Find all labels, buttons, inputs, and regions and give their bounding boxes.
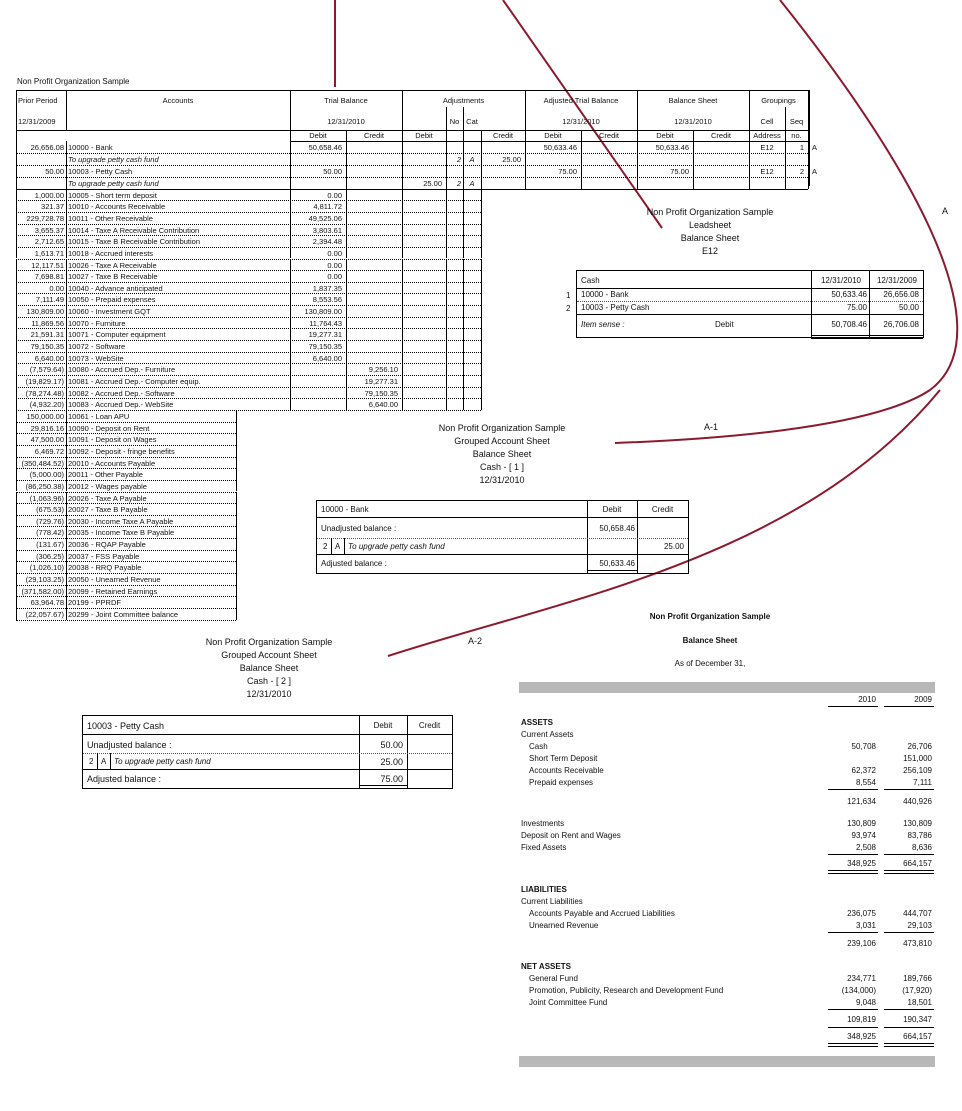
leadsheet-row-account: 10000 - Bank bbox=[581, 290, 629, 299]
account-name: 10000 - Bank bbox=[68, 143, 113, 152]
bs-line-value: 444,707 bbox=[903, 909, 932, 918]
bs-line-label: Prepaid expenses bbox=[529, 778, 594, 787]
account-name: 20026 - Taxe A Payable bbox=[68, 493, 147, 503]
tb-debit: 4,811.72 bbox=[313, 202, 342, 212]
prior-value: (5,000.00) bbox=[29, 470, 64, 480]
leadsheet-date-1: 12/31/2010 bbox=[820, 276, 862, 285]
prior-value: 150,000.00 bbox=[26, 411, 64, 421]
credit-header: Credit bbox=[363, 131, 384, 140]
grouped2-title-line-3: Balance Sheet bbox=[239, 663, 299, 673]
prior-value: 7,698.81 bbox=[34, 272, 64, 282]
tb-debit: 130,809.00 bbox=[304, 307, 342, 317]
account-name: 10005 - Short term deposit bbox=[68, 190, 157, 200]
account-name: 20299 - Joint Committee balance bbox=[68, 610, 179, 619]
adj-no-header: No bbox=[449, 117, 460, 126]
tb-debit: 49,525.06 bbox=[308, 213, 342, 223]
account-name: 20038 - RRQ Payable bbox=[68, 563, 142, 573]
account-name: 10010 - Accounts Receivable bbox=[68, 202, 166, 212]
grouped2-adj-debit: 25.00 bbox=[380, 757, 403, 767]
bs-line-value: 18,501 bbox=[907, 998, 932, 1007]
adj-cat-header: Cat bbox=[466, 117, 478, 126]
tb-debit: 0.00 bbox=[327, 190, 342, 200]
account-name: 20037 - FSS Payable bbox=[68, 551, 140, 561]
grouped1-title-line-5: 12/31/2010 bbox=[479, 475, 525, 485]
grouped2-adj-desc: To upgrade petty cash fund bbox=[114, 757, 211, 766]
cell-address: E12 bbox=[760, 166, 774, 176]
prior-value: (29,103.25) bbox=[25, 575, 64, 585]
credit-header: Credit bbox=[598, 131, 619, 140]
adjusted-tb-header: Adjusted Trial Balance bbox=[543, 96, 619, 105]
prior-value: (78,274.48) bbox=[25, 388, 64, 398]
account-name: 10080 - Accrued Dep.- Furniture bbox=[68, 365, 176, 375]
account-name: 10060 - Investment GQT bbox=[68, 307, 151, 317]
grouped2-table bbox=[82, 715, 453, 789]
leadsheet-date-2: 12/31/2009 bbox=[876, 276, 918, 285]
account-name: 10026 - Taxe A Receivable bbox=[68, 260, 157, 270]
tb-debit: 50,658.46 bbox=[308, 143, 342, 152]
grouped2-title bbox=[179, 636, 359, 701]
trial-date-header: 12/31/2010 bbox=[327, 117, 365, 126]
leadsheet-corner-label: A bbox=[942, 206, 949, 216]
account-name: To upgrade petty cash fund bbox=[68, 154, 159, 164]
prior-value: (729.76) bbox=[36, 516, 64, 526]
account-name: 20035 - Income Taxe B Payable bbox=[68, 528, 175, 538]
grouped2-adjusted-value: 75.00 bbox=[380, 774, 403, 784]
prior-date-header: 12/31/2009 bbox=[18, 117, 56, 126]
adjusted-date-header: 12/31/2010 bbox=[562, 117, 600, 126]
account-name: 10070 - Furniture bbox=[68, 318, 126, 328]
grouped1-title-line-4: Cash - [ 1 ] bbox=[479, 462, 524, 472]
address-header: Address bbox=[753, 131, 781, 140]
grouped2-title-line-4: Cash - [ 2 ] bbox=[246, 676, 291, 686]
bs-line-label: Promotion, Publicity, Research and Development Fund bbox=[529, 986, 724, 995]
tb-debit: 0.00 bbox=[327, 248, 342, 258]
debit-header: Debit bbox=[656, 131, 674, 140]
account-name: 10073 - WebSite bbox=[68, 353, 124, 363]
grouped1-credit-header: Credit bbox=[651, 505, 674, 514]
bs-total: 664,157 bbox=[903, 859, 932, 868]
account-name: 10081 - Accrued Dep.- Computer equip. bbox=[68, 377, 201, 386]
prior-value: (1,063.96) bbox=[29, 493, 64, 503]
seq-no: 1 bbox=[799, 143, 804, 152]
assets-heading: ASSETS bbox=[521, 718, 554, 727]
tb-debit: 0.00 bbox=[327, 260, 342, 270]
bs-line-value: 151,000 bbox=[903, 754, 932, 763]
account-name: 20011 - Other Payable bbox=[68, 470, 143, 480]
debit-header: Debit bbox=[544, 131, 562, 140]
account-name: 10091 - Deposit on Wages bbox=[68, 435, 157, 445]
prior-value: (19,829.17) bbox=[25, 377, 64, 386]
account-name: 20012 - Wages payable bbox=[68, 481, 147, 491]
bs-subtotal: 190,347 bbox=[903, 1015, 932, 1024]
tb-debit: 50.00 bbox=[323, 166, 342, 176]
grouped1-title-line-2: Grouped Account Sheet bbox=[454, 436, 550, 446]
seq-no: 2 bbox=[799, 166, 804, 176]
leadsheet-row-value: 26,656.08 bbox=[883, 290, 919, 299]
account-name: 10090 - Deposit on Rent bbox=[68, 423, 150, 433]
prior-value: (1,026.10) bbox=[29, 563, 64, 573]
prior-value: 21,591.31 bbox=[30, 330, 64, 340]
account-name: To upgrade petty cash fund bbox=[68, 178, 159, 188]
account-name: 10003 - Petty Cash bbox=[68, 166, 133, 176]
grouped1-adj-no: 2 bbox=[323, 542, 328, 551]
bs-line-label: Fixed Assets bbox=[521, 843, 567, 852]
leadsheet-seq: 1 bbox=[566, 291, 571, 300]
prior-value: (131.67) bbox=[36, 540, 64, 550]
prior-value: 12,117.51 bbox=[31, 260, 64, 270]
bs-line-value: 50,708 bbox=[851, 742, 876, 751]
bs-subtotal: 440,926 bbox=[903, 797, 932, 806]
account-name: 20036 - RQAP Payable bbox=[68, 540, 146, 550]
account-name: 20030 - Income Taxe A Payable bbox=[68, 516, 174, 526]
bs-line-value: 236,075 bbox=[847, 909, 876, 918]
cell-address: E12 bbox=[760, 143, 774, 152]
flag: A bbox=[812, 166, 818, 176]
adj-no: 2 bbox=[456, 178, 461, 188]
bs-line-value: 2,508 bbox=[855, 843, 876, 852]
bs-debit: 75.00 bbox=[670, 166, 689, 176]
bs-line-value: 8,554 bbox=[855, 778, 876, 787]
prior-value: 11,869.56 bbox=[31, 318, 64, 328]
grouped2-ref: A-2 bbox=[468, 636, 483, 646]
grouped1-adj-credit: 25.00 bbox=[663, 542, 684, 551]
bs-title: Non Profit Organization Sample bbox=[649, 612, 771, 621]
bs-line-label: Unearned Revenue bbox=[529, 921, 599, 930]
account-name: 10072 - Software bbox=[68, 342, 126, 352]
tb-credit: 19,277.31 bbox=[364, 377, 398, 386]
bs-subtotal: 109,819 bbox=[847, 1015, 876, 1024]
bs-line-value: 189,766 bbox=[903, 974, 932, 983]
grouped1-adj-desc: To upgrade petty cash fund bbox=[348, 542, 445, 551]
leadsheet-total-value: 26,706.08 bbox=[883, 320, 919, 329]
grouped1-unadjusted-value: 50,658.46 bbox=[599, 524, 635, 533]
tb-credit: 79,150.35 bbox=[364, 388, 398, 398]
leadsheet-total-label: Item sense : bbox=[581, 320, 625, 329]
bs-line-label: Accounts Receivable bbox=[529, 766, 604, 775]
leadsheet-total-sense: Debit bbox=[715, 320, 734, 329]
prior-value: 6,469.72 bbox=[34, 446, 64, 456]
bs-line-value: 29,103 bbox=[907, 921, 932, 930]
prior-value: 7,111.49 bbox=[35, 295, 64, 305]
account-name: 20099 - Retained Earnings bbox=[68, 586, 158, 596]
bs-line-value: 7,111 bbox=[913, 778, 932, 787]
bs-line-value: 9,048 bbox=[855, 998, 876, 1007]
grouped2-title-line-5: 12/31/2010 bbox=[246, 689, 292, 699]
grouped1-adjusted-label: Adjusted balance : bbox=[321, 559, 387, 568]
credit-header: Credit bbox=[492, 131, 513, 140]
prior-value: (7,579.64) bbox=[29, 365, 64, 375]
grouped1-table bbox=[316, 500, 689, 574]
grouped2-adjusted-label: Adjusted balance : bbox=[87, 774, 162, 784]
grouped2-title-line-1: Non Profit Organization Sample bbox=[205, 637, 333, 647]
prior-value: 63,964.78 bbox=[30, 598, 64, 608]
leadsheet-total-value: 50,708.46 bbox=[831, 320, 867, 329]
balance-sheet-header: Balance Sheet bbox=[668, 96, 718, 105]
year-header: 2010 bbox=[858, 695, 876, 704]
account-name: 20199 - PPRDF bbox=[68, 598, 121, 608]
grouped1-title bbox=[412, 422, 592, 487]
prior-value: 229,728.78 bbox=[26, 213, 64, 223]
prior-value: (306.25) bbox=[36, 551, 64, 561]
worksheet-title: Non Profit Organization Sample bbox=[17, 77, 130, 86]
bs-line-label: Short Term Deposit bbox=[529, 754, 598, 763]
tb-debit: 8,553.56 bbox=[312, 295, 342, 305]
prior-value: 1,000.00 bbox=[34, 190, 64, 200]
grouped2-unadjusted-value: 50.00 bbox=[380, 740, 403, 750]
account-name: 10071 - Computer equipment bbox=[68, 330, 166, 340]
debit-header: Debit bbox=[415, 131, 433, 140]
seq-no-header: no. bbox=[791, 131, 802, 140]
balance-date-header: 12/31/2010 bbox=[674, 117, 712, 126]
grouped2-adj-cat: A bbox=[101, 757, 107, 766]
debit-header: Debit bbox=[309, 131, 327, 140]
account-name: 20010 - Accounts Payable bbox=[68, 458, 156, 468]
bs-bottom-band bbox=[519, 1056, 935, 1067]
grouped1-title-line-3: Balance Sheet bbox=[472, 449, 532, 459]
grouped1-title-line-1: Non Profit Organization Sample bbox=[438, 423, 566, 433]
account-name: 10050 - Prepaid expenses bbox=[68, 295, 156, 305]
tb-debit: 11,764.43 bbox=[309, 318, 342, 328]
tb-debit: 19,277.31 bbox=[308, 330, 342, 340]
bs-line-value: 130,809 bbox=[903, 819, 932, 828]
tb-debit: 3,803.61 bbox=[312, 225, 342, 235]
prior-value: (371,582.00) bbox=[21, 586, 64, 596]
bs-grand-total: 348,925 bbox=[847, 1032, 876, 1041]
adj-cat: A bbox=[469, 178, 475, 188]
prior-value: 6,640.00 bbox=[34, 353, 64, 363]
account-name: 20027 - Taxe B Payable bbox=[68, 505, 148, 515]
account-name: 10040 - Advance anticipated bbox=[68, 283, 163, 293]
tb-debit: 6,640.00 bbox=[312, 353, 342, 363]
bs-top-band bbox=[519, 682, 935, 693]
year-header: 2009 bbox=[914, 695, 932, 704]
bs-line-value: 83,786 bbox=[907, 831, 932, 840]
prior-value: (778.42) bbox=[36, 528, 64, 538]
grouped2-credit-header: Credit bbox=[418, 721, 441, 730]
bs-line-value: 234,771 bbox=[847, 974, 876, 983]
tb-debit: 79,150.35 bbox=[308, 342, 342, 352]
grouped1-unadjusted-label: Unadjusted balance : bbox=[321, 524, 397, 533]
bs-line-value: 26,706 bbox=[907, 742, 932, 751]
prior-value: 3,655.37 bbox=[34, 225, 64, 235]
account-name: 10083 - Accrued Dep.- WebSite bbox=[68, 400, 174, 410]
trial-balance-header: Trial Balance bbox=[324, 96, 368, 105]
grouped2-debit-header: Debit bbox=[373, 721, 393, 730]
leadsheet-row-value: 50,633.46 bbox=[831, 290, 867, 299]
leadsheet-row-value: 75.00 bbox=[846, 303, 867, 312]
adj-credit: 25.00 bbox=[502, 154, 521, 164]
flag: A bbox=[812, 143, 818, 152]
bs-subtotal: 473,810 bbox=[903, 939, 932, 948]
bs-line-value: 93,974 bbox=[851, 831, 876, 840]
bs-as-of: As of December 31, bbox=[674, 659, 746, 668]
grouped1-adjusted-value: 50,633.46 bbox=[599, 559, 635, 568]
bs-grand-total: 664,157 bbox=[903, 1032, 932, 1041]
bs-line-label: Joint Committee Fund bbox=[529, 998, 608, 1007]
grouped1-adj-cat: A bbox=[335, 542, 341, 551]
bs-line-value: 62,372 bbox=[851, 766, 876, 775]
grouped2-unadjusted-label: Unadjusted balance : bbox=[87, 740, 172, 750]
bs-line-value: 256,109 bbox=[903, 766, 932, 775]
tb-credit: 6,640.00 bbox=[368, 400, 398, 410]
prior-value: 29,816.16 bbox=[30, 423, 64, 433]
grouped2-adj-no: 2 bbox=[89, 757, 94, 766]
prior-value: 26,656.08 bbox=[30, 143, 64, 152]
prior-value: (4,932.20) bbox=[29, 400, 64, 410]
account-name: 10018 - Accrued interests bbox=[68, 248, 154, 258]
prior-value: 50.00 bbox=[45, 166, 64, 176]
leadsheet-row-account: 10003 - Petty Cash bbox=[581, 303, 650, 312]
bs-subtotal: 239,106 bbox=[847, 939, 876, 948]
leadsheet-seq: 2 bbox=[566, 304, 571, 313]
accounts-header: Accounts bbox=[162, 96, 194, 105]
liabilities-heading: LIABILITIES bbox=[521, 885, 567, 894]
leadsheet-row-value: 50.00 bbox=[898, 303, 919, 312]
bs-subtotal: 121,634 bbox=[847, 797, 876, 806]
current-assets-heading: Current Assets bbox=[521, 730, 574, 739]
bs-line-label: General Fund bbox=[529, 974, 578, 983]
bs-line-label: Deposit on Rent and Wages bbox=[521, 831, 621, 840]
prior-value: 47,500.00 bbox=[30, 435, 64, 445]
bs-line-label: Cash bbox=[529, 742, 548, 751]
bs-line-value: (17,920) bbox=[902, 986, 932, 995]
bs-line-label: Investments bbox=[521, 819, 565, 828]
leadsheet-title-line-4: E12 bbox=[701, 246, 718, 256]
bs-total: 348,925 bbox=[847, 859, 876, 868]
cell-header: Cell bbox=[760, 117, 774, 126]
tb-credit: 9,256.10 bbox=[368, 365, 398, 375]
prior-value: 79,150.35 bbox=[30, 342, 64, 352]
grouped1-ref: A-1 bbox=[704, 422, 719, 432]
account-name: 20050 - Unearned Revenue bbox=[68, 575, 161, 585]
grouped2-title-line-2: Grouped Account Sheet bbox=[221, 650, 317, 660]
prior-value: 1,613.71 bbox=[34, 248, 64, 258]
seq-header: Seq bbox=[789, 117, 804, 126]
net-assets-heading: NET ASSETS bbox=[521, 962, 571, 971]
bs-line-label: Accounts Payable and Accrued Liabilities bbox=[529, 909, 675, 918]
atb-debit: 75.00 bbox=[558, 166, 577, 176]
bs-line-value: (134,000) bbox=[841, 986, 876, 995]
adj-no: 2 bbox=[456, 154, 461, 164]
leadsheet-title-line-1: Non Profit Organization Sample bbox=[646, 207, 774, 217]
account-name: 10015 - Taxe B Receivable Contribution bbox=[68, 237, 201, 247]
current-liabilities-heading: Current Liabilities bbox=[521, 897, 583, 906]
prior-value: 130,809.00 bbox=[26, 307, 64, 317]
tb-debit: 0.00 bbox=[327, 272, 342, 282]
account-name: 10092 - Deposit - fringe benefits bbox=[68, 446, 175, 456]
tb-debit: 2,394.48 bbox=[312, 237, 342, 247]
grouped2-account: 10003 - Petty Cash bbox=[87, 721, 165, 731]
prior-value: 2,712.65 bbox=[34, 237, 64, 247]
adjustments-header: Adjustments bbox=[442, 96, 485, 105]
account-name: 10061 - Loan APU bbox=[68, 411, 130, 421]
grouped1-account: 10000 - Bank bbox=[321, 505, 369, 514]
tb-debit: 1,837.35 bbox=[312, 283, 342, 293]
prior-value: (350,484.52) bbox=[21, 458, 64, 468]
atb-debit: 50,633.46 bbox=[543, 143, 577, 152]
bs-debit: 50,633.46 bbox=[655, 143, 689, 152]
prior-period-header: Prior Period bbox=[18, 96, 58, 105]
account-name: 10027 - Taxe B Receivable bbox=[68, 272, 158, 282]
groupings-header: Groupings bbox=[761, 96, 796, 105]
leadsheet-title-line-3: Balance Sheet bbox=[680, 233, 740, 243]
adj-debit: 25.00 bbox=[423, 178, 442, 188]
prior-value: 0.00 bbox=[49, 283, 64, 293]
account-name: 10011 - Other Receivable bbox=[68, 213, 153, 223]
leadsheet-title-line-2: Leadsheet bbox=[688, 220, 732, 230]
prior-value: (675.53) bbox=[36, 505, 64, 515]
account-name: 10014 - Taxe A Receivable Contribution bbox=[68, 225, 200, 235]
bs-subtitle: Balance Sheet bbox=[682, 636, 738, 645]
bs-line-value: 3,031 bbox=[855, 921, 876, 930]
prior-value: 321.37 bbox=[41, 202, 64, 212]
credit-header: Credit bbox=[710, 131, 731, 140]
leadsheet-header-label: Cash bbox=[581, 276, 600, 285]
prior-value: (22,057.67) bbox=[25, 610, 64, 619]
grouped1-debit-header: Debit bbox=[602, 505, 622, 514]
leadsheet-title bbox=[620, 206, 800, 258]
leadsheet-table bbox=[576, 270, 924, 338]
account-name: 10082 - Accrued Dep.- Software bbox=[68, 388, 175, 398]
prior-value: (86,250.38) bbox=[25, 481, 64, 491]
bs-line-value: 130,809 bbox=[847, 819, 876, 828]
adj-cat: A bbox=[469, 154, 475, 164]
bs-line-value: 8,636 bbox=[911, 843, 932, 852]
